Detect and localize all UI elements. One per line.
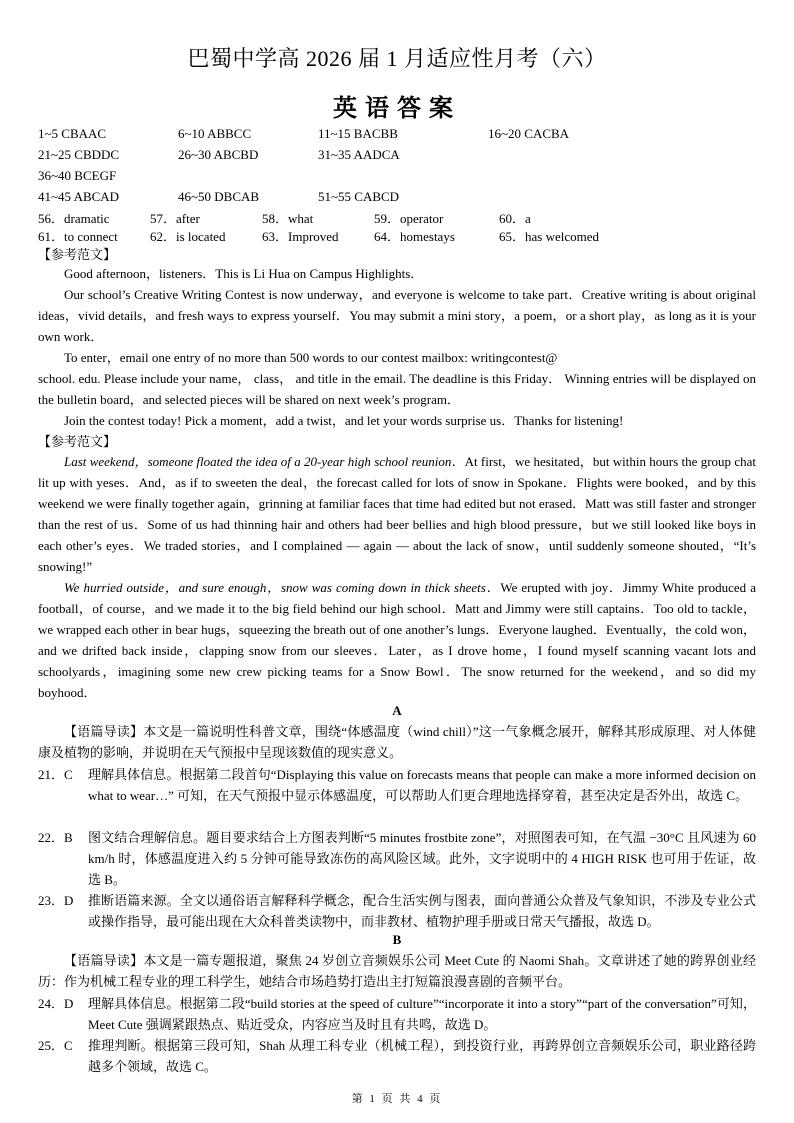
- answer-item: 64．homestays: [374, 229, 455, 244]
- answer-item: 1~5 CBAAC: [38, 126, 107, 141]
- writing1-paragraph: Good afternoon，listeners．This is Li Hua on Campus Highlights．: [64, 266, 424, 281]
- page-footer: 第 1 页 共 4 页: [351, 1093, 443, 1105]
- answer-item: 16~20 CACBA: [488, 126, 570, 141]
- writing2-opening-sentence: We hurried outside，and sure enough，snow was coming down in thick sheets．: [64, 580, 501, 595]
- section-b-label: B: [392, 932, 402, 947]
- answer-item: 51~55 CABCD: [318, 189, 400, 204]
- writing1-paragraph: To enter，email one entry of no more than 500 words to our contest mailbox: writingcontest@: [64, 350, 558, 365]
- writing1-paragraph: school. edu. Please include your name， class， and title in the email. The deadline is this Friday． Winning entries will be displayed on the bulletin board，and selected pieces will be shared on next week’s program．: [38, 371, 756, 407]
- answer-item: 65．has welcomed: [499, 229, 600, 244]
- question-24: [38, 993, 756, 1035]
- question-explanation: 推理判断。根据第三段可知，Shah 从理工科专业（机械工程），到投资行业，再跨界创立音频娱乐公司，职业路径跨越多个领域，故选 C。: [88, 1038, 756, 1074]
- answer-item: 62．is located: [150, 229, 226, 244]
- section-b-guide: 【语篇导读】本文是一篇专题报道，聚焦 24 岁创立音频娱乐公司 Meet Cute 的 Naomi Shah。文章讲述了她的跨界创业经历：作为机械工程专业的理工科学生，她结合市场趋势打造出主打短篇浪漫喜剧的音频平台。: [38, 953, 756, 989]
- section-a-guide: 【语篇导读】本文是一篇说明性科普文章，围绕“体感温度（wind chill）”这一气象概念展开，解释其形成原理、对人体健康及植物的影响，并说明在天气预报中呈现该数值的现实意义。: [38, 724, 756, 760]
- writing1-paragraph: Join the contest today! Pick a moment，add a twist，and let your words surprise us．Thanks for listening!: [64, 413, 624, 428]
- answer-item: 31~35 AADCA: [318, 147, 400, 162]
- answer-item: 63．Improved: [262, 229, 339, 244]
- question-number: 25．C: [38, 1038, 73, 1053]
- writing2-paragraph-text: At first，we hesitated，but within hours the group chat lit up with yeses．And，as if to sweeten the deal，the forecast called for lots of snow in Spokane．Flights were booked，and by this weekend we were finally together again，grinning at familiar faces that time had edited but not erased．Matt was still faster and stronger than the rest of us．Some of us had thinning hair and others had beer bellies and high blood pressure，but we still looked like boys in each other’s eyes．We traded stories，and I complained — again — about the lack of snow，until suddenly someone shouted，“It’s snowing!”: [38, 454, 757, 574]
- writing2-paragraph: [38, 451, 756, 577]
- question-21: [38, 764, 756, 806]
- answer-item: 57．after: [150, 211, 200, 226]
- question-25: [38, 1035, 756, 1077]
- question-22: [38, 827, 756, 890]
- writing2-body: [38, 451, 756, 703]
- section-a-label: A: [392, 703, 402, 718]
- answer-item: 58．what: [262, 211, 314, 226]
- answer-item: 21~25 CBDDC: [38, 147, 120, 162]
- answer-item: 59．operator: [374, 211, 444, 226]
- question-explanation: 图文结合理解信息。题目要求结合上方图表判断“5 minutes frostbite zone”，对照图表可知，在气温 −30°C 且风速为 60 km/h 时，体感温度进入约 5 分钟可能导致冻伤的高风险区域。此外，文字说明中的 4 HIGH RISK 也可用于佐证，故选 B。: [88, 830, 756, 887]
- writing2-paragraph-text: We erupted with joy．Jimmy White produced a football，of course，and we made it to the big field behind our high school．Matt and Jimmy were still captains．Too old to tackle，we wrapped each other in bear hugs，squeezing the breath out of one another’s lungs．Everyone laughed．Eventually，the cold won，and we drifted back inside，clapping snow from our sleeves．Later，as I drove home，I found myself scanning vacant lots and schoolyards，imagining some new crew picking teams for a Snow Bowl．The snow returned for the weekend，and so did my boyhood．: [38, 580, 756, 700]
- answer-item: 36~40 BCEGF: [38, 168, 117, 183]
- writing1-heading: 【参考范文】: [38, 247, 117, 262]
- answer-item: 56．dramatic: [38, 211, 110, 226]
- question-number: 21．C: [38, 767, 73, 782]
- writing1-body: [38, 263, 756, 431]
- answer-item: 41~45 ABCAD: [38, 189, 120, 204]
- question-explanation: 理解具体信息。根据第二段“build stories at the speed of culture”“incorporate it into a story”“part of the conversation”可知，Meet Cute 强调紧跟热点、贴近受众，内容应当及时且有共鸣，故选 D。: [88, 996, 756, 1032]
- page-title: 巴蜀中学高 2026 届 1 月适应性月考（六）: [187, 46, 607, 71]
- question-explanation: 推断语篇来源。全文以通俗语言解释科学概念，配合生活实例与图表，面向普通公众普及气象知识，不涉及专业公式或操作指导，最可能出现在大众科普类读物中，而非教材、植物护理手册或日常天气播报，故选 D。: [88, 893, 756, 929]
- question-number: 23．D: [38, 893, 74, 908]
- writing2-paragraph: [38, 577, 756, 703]
- answer-item: 61．to connect: [38, 229, 118, 244]
- writing2-opening-sentence: Last weekend，someone floated the idea of a 20-year high school reunion．: [64, 454, 465, 469]
- writing2-heading: 【参考范文】: [38, 434, 117, 449]
- question-explanation: 理解具体信息。根据第二段首句“Displaying this value on forecasts means that people can make a more informed decision on what to wear…” 可知，在天气预报中显示体感温度，可以帮助人们更合理地选择穿着，甚至决定是否外出，故选 C。: [88, 767, 756, 803]
- answer-item: 60．a: [499, 211, 531, 226]
- question-23: [38, 890, 756, 932]
- question-number: 24．D: [38, 996, 74, 1011]
- writing1-paragraph: Our school’s Creative Writing Contest is now underway，and everyone is welcome to take part．Creative writing is about original ideas，vivid details，and fresh ways to express yourself．You may submit a mini story，a poem，or a short play，as long as it is your own work．: [38, 287, 756, 344]
- answer-item: 6~10 ABBCC: [178, 126, 252, 141]
- question-number: 22．B: [38, 830, 73, 845]
- page-subtitle: 英语答案: [333, 96, 461, 122]
- answer-item: 46~50 DBCAB: [178, 189, 260, 204]
- answer-item: 11~15 BACBB: [318, 126, 398, 141]
- answer-item: 26~30 ABCBD: [178, 147, 259, 162]
